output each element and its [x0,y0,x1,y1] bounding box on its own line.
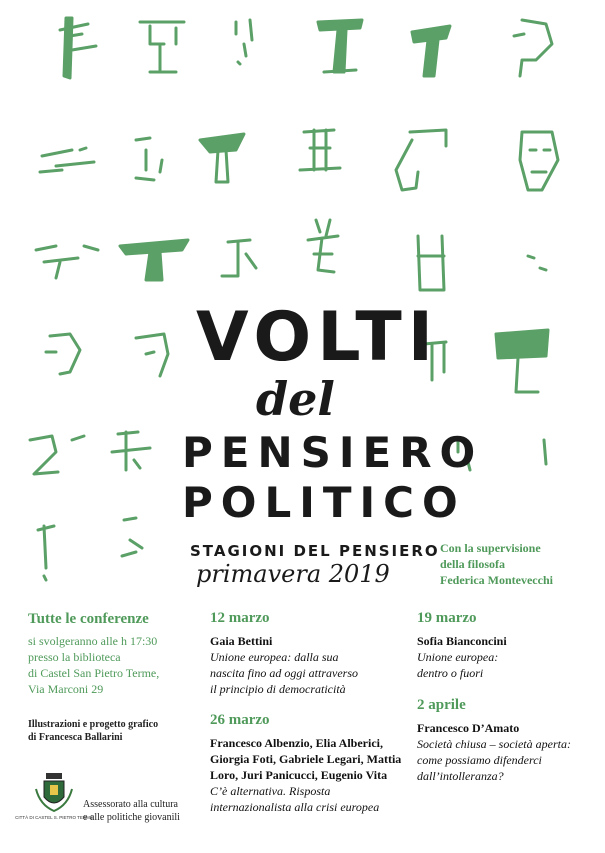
face-sketch [222,240,256,276]
conferences-info [28,633,198,697]
series-name: STAGIONI DEL PENSIERO [190,542,440,560]
title-line-del: del [256,372,335,426]
event-talk [210,783,401,815]
face-sketch [120,240,188,280]
face-sketch [418,236,444,290]
face-sketch [308,220,338,272]
face-sketch [318,20,362,72]
talk-line: dentro o fuori [417,666,484,680]
face-sketch [30,436,84,474]
title-line-pensiero: PENSIERO [182,428,484,477]
talk-line: C’è alternativa. Risposta [210,784,331,798]
event-card [210,712,401,815]
info-line: di Castel San Pietro Terme, [28,666,160,680]
info-line: si svolgeranno alle h 17:30 [28,634,158,648]
face-sketch [136,138,162,180]
speaker-line: Giorgia Foti, Gabriele Legari, Mattia [210,752,402,766]
credits [28,718,198,744]
title-line-politico: POLITICO [182,478,466,527]
face-sketch [40,148,94,172]
talk-line: Società chiusa – società aperta: [417,737,571,751]
event-speaker [417,633,507,649]
face-sketch [496,330,548,392]
event-card [417,697,571,784]
talk-line: Unione europea: dalla sua [210,650,339,664]
talk-line: Unione europea: [417,650,499,664]
talk-line: internazionalista alla crisi europea [210,800,380,814]
face-sketch [60,18,96,78]
speaker-line: Loro, Juri Panicucci, Eugenio Vita [210,768,388,782]
supervision-line: della filosofa [440,557,505,571]
speaker-line: Francesco Albenzio, Elia Alberici, [210,736,383,750]
supervision-block [440,540,600,588]
event-date: 2 aprile [417,697,466,713]
credits-line: di Francesca Ballarini [28,732,123,743]
supervision-name: Federica Montevecchi [440,573,553,587]
event-date: 12 marzo [210,610,270,626]
face-sketch [520,132,558,190]
face-sketch [528,256,546,270]
speaker-line: Gaia Bettini [210,634,273,648]
speaker-line: Francesco D’Amato [417,721,520,735]
face-sketch [396,130,446,190]
talk-line: dall’intolleranza? [417,769,504,783]
event-speaker [417,720,571,736]
face-sketch [136,334,168,376]
face-sketch [300,130,340,170]
event-card [417,610,507,681]
info-line: Via Marconi 29 [28,682,104,696]
face-sketch [112,432,150,470]
face-sketch [200,134,244,182]
face-sketch [36,246,98,278]
talk-line: il principio di democraticità [210,682,346,696]
event-talk [417,736,571,784]
title-line-volti: VOLTI [196,298,439,377]
talk-line: nascita fino ad oggi attraverso [210,666,358,680]
sponsor-line: Assessorato alla cultura [83,799,178,810]
event-speaker [210,735,401,783]
face-sketch [122,518,142,556]
supervision-line: Con la supervisione [440,541,541,555]
sponsor-line: e alle politiche giovanili [83,812,180,823]
event-card [210,610,358,697]
event-speaker [210,633,358,649]
face-sketch [412,26,450,76]
event-talk [210,649,358,697]
series-season: primavera 2019 [196,560,390,588]
event-date: 19 marzo [417,610,477,626]
face-sketch [236,20,252,64]
face-sketch [514,20,552,76]
event-talk [417,649,507,681]
face-sketch [140,22,184,72]
credits-line: Illustrazioni e progetto grafico [28,719,159,730]
info-line: presso la biblioteca [28,650,121,664]
face-sketch [46,334,80,374]
speaker-line: Sofia Bianconcini [417,634,507,648]
event-date: 26 marzo [210,712,270,728]
talk-line: come possiamo difenderci [417,753,542,767]
conferences-heading: Tutte le conferenze [28,611,149,627]
municipal-crest-icon [15,771,93,821]
seal-text: CITTÀ DI CASTEL S. PIETRO TERME [15,815,93,820]
face-sketch [38,526,54,580]
sponsor-block [83,798,223,824]
